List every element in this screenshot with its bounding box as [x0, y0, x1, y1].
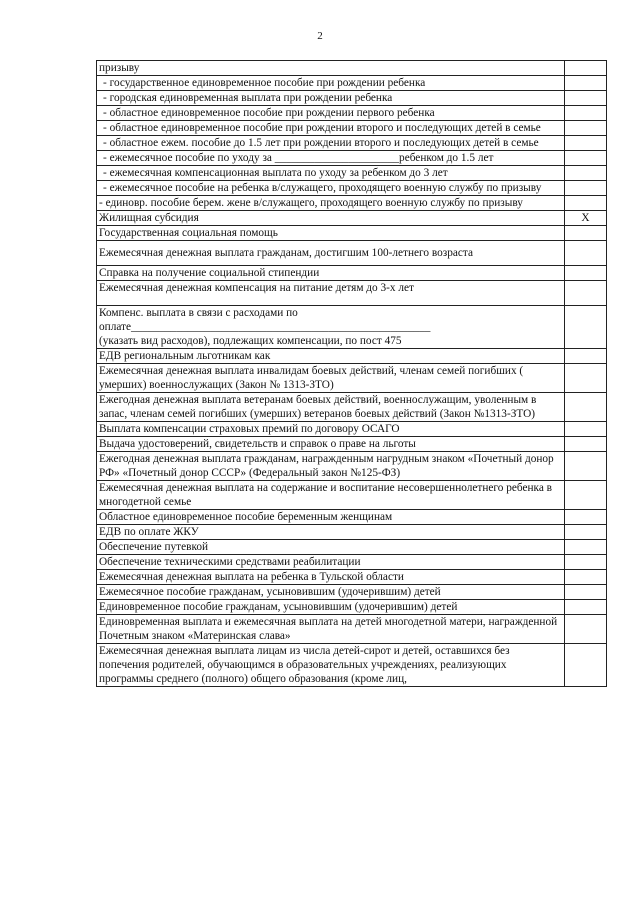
row-label: призыву [97, 61, 565, 76]
row-mark-cell [565, 510, 607, 525]
benefits-table [96, 60, 607, 687]
row-mark-cell [565, 196, 607, 211]
row-label: - городская единовременная выплата при рождении ребенка [97, 91, 565, 106]
table-row [97, 555, 607, 570]
table-row [97, 393, 607, 422]
table-row [97, 510, 607, 525]
row-mark-cell [565, 452, 607, 481]
row-mark-cell [565, 570, 607, 585]
row-mark-cell [565, 393, 607, 422]
row-label: Ежемесячная денежная выплата инвалидам боевых действий, членам семей погибших ( умерших) военнослужащих (Закон № 1313-ЗТО) [97, 364, 565, 393]
table-row [97, 349, 607, 364]
row-mark-cell [565, 106, 607, 121]
table-row [97, 121, 607, 136]
table-row [97, 196, 607, 211]
row-mark-cell [565, 151, 607, 166]
row-label: - ежемесячное пособие по уходу за ______________________ребенком до 1.5 лет [97, 151, 565, 166]
row-mark-cell [565, 585, 607, 600]
row-mark-cell [565, 136, 607, 151]
table-row [97, 136, 607, 151]
table-row [97, 91, 607, 106]
row-mark-cell [565, 166, 607, 181]
row-label: Единовременное пособие гражданам, усыновившим (удочерившим) детей [97, 600, 565, 615]
row-label: - ежемесячная компенсационная выплата по уходу за ребенком до 3 лет [97, 166, 565, 181]
row-label: - областное ежем. пособие до 1.5 лет при рождении второго и последующих детей в семье [97, 136, 565, 151]
table-row [97, 266, 607, 281]
row-mark-cell [565, 364, 607, 393]
row-mark-cell [565, 181, 607, 196]
table-row [97, 570, 607, 585]
row-mark-cell [565, 91, 607, 106]
row-label: Единовременная выплата и ежемесячная выплата на детей многодетной матери, награжденной Почетным знаком «Материнская слава» [97, 615, 565, 644]
table-row [97, 585, 607, 600]
table-row [97, 241, 607, 266]
row-label: Ежегодная денежная выплата ветеранам боевых действий, военнослужащим, уволенным в запас, членам семей погибших (умерших) ветеранов боевых действий (Закон №1313-ЗТО) [97, 393, 565, 422]
table-row [97, 452, 607, 481]
row-mark-cell [565, 481, 607, 510]
table-row [97, 166, 607, 181]
row-mark-cell [565, 121, 607, 136]
table-row [97, 181, 607, 196]
row-label: Выплата компенсации страховых премий по договору ОСАГО [97, 422, 565, 437]
row-label: Ежемесячная денежная компенсация на питание детям до 3-х лет [97, 281, 565, 306]
table-row [97, 600, 607, 615]
page-number: 2 [317, 30, 323, 42]
table-row [97, 281, 607, 306]
row-label: Ежемесячная денежная выплата на содержание и воспитание несовершеннолетнего ребенка в многодетной семье [97, 481, 565, 510]
table-row [97, 76, 607, 91]
row-label-line: оплате_____________________________________________________ [99, 321, 431, 333]
row-label: Обеспечение техническими средствами реабилитации [97, 555, 565, 570]
table-row [97, 481, 607, 510]
table-row [97, 211, 607, 226]
row-mark-cell [565, 306, 607, 349]
row-label: Обеспечение путевкой [97, 540, 565, 555]
row-label: ЕДВ по оплате ЖКУ [97, 525, 565, 540]
table-row [97, 525, 607, 540]
row-label: Государственная социальная помощь [97, 226, 565, 241]
row-label: - областное единовременное пособие при рождении первого ребенка [97, 106, 565, 121]
row-label: - единовр. пособие берем. жене в/служащего, проходящего военную службу по призыву [97, 196, 565, 211]
row-label: Выдача удостоверений, свидетельств и справок о праве на льготы [97, 437, 565, 452]
table-row [97, 437, 607, 452]
row-mark-cell [565, 61, 607, 76]
row-label: Ежемесячная денежная выплата на ребенка в Тульской области [97, 570, 565, 585]
row-label: Жилищная субсидия [97, 211, 565, 226]
row-mark-cell [565, 555, 607, 570]
row-mark-cell [565, 422, 607, 437]
row-mark-cell [565, 266, 607, 281]
row-label-line: (указать вид расходов), подлежащих компенсации, по пост 475 [99, 335, 402, 347]
row-label: Ежемесячная денежная выплата гражданам, достигшим 100-летнего возраста [97, 241, 565, 266]
table-row [97, 615, 607, 644]
row-label: ЕДВ региональным льготникам как [97, 349, 565, 364]
table-row [97, 151, 607, 166]
row-label: Ежемесячное пособие гражданам, усыновившим (удочерившим) детей [97, 585, 565, 600]
compensation-expenses-cell [97, 306, 565, 349]
row-label: - областное единовременное пособие при рождении второго и последующих детей в семье [97, 121, 565, 136]
row-mark-cell [565, 644, 607, 687]
table-row [97, 422, 607, 437]
row-label: - ежемесячное пособие на ребенка в/служащего, проходящего военную службу по призыву [97, 181, 565, 196]
row-mark-cell [565, 600, 607, 615]
row-mark-cell [565, 281, 607, 306]
row-label: Областное единовременное пособие беременным женщинам [97, 510, 565, 525]
row-label: - государственное единовременное пособие при рождении ребенка [97, 76, 565, 91]
row-mark-cell [565, 615, 607, 644]
table-row [97, 540, 607, 555]
row-mark-cell [565, 525, 607, 540]
row-mark-cell [565, 241, 607, 266]
row-mark-cell [565, 349, 607, 364]
table-row [97, 106, 607, 121]
row-mark-cell [565, 76, 607, 91]
table-row [97, 61, 607, 76]
table-row [97, 226, 607, 241]
row-label-line: Компенс. выплата в связи с расходами по [99, 307, 298, 319]
housing-subsidy-mark: X [565, 211, 607, 226]
row-mark-cell [565, 437, 607, 452]
table-row [97, 364, 607, 393]
row-label: Ежегодная денежная выплата гражданам, награжденным нагрудным знаком «Почетный донор РФ» «Почетный донор СССР» (Федеральный закон №125-ФЗ) [97, 452, 565, 481]
row-label: Справка на получение социальной стипендии [97, 266, 565, 281]
row-mark-cell [565, 226, 607, 241]
row-mark-cell [565, 540, 607, 555]
row-label: Ежемесячная денежная выплата лицам из числа детей-сирот и детей, оставшихся без попечения родителей, обучающимся в образовательных учреждениях, реализующих программы среднего (полного) общего образования (кроме лиц, [97, 644, 565, 687]
table-row [97, 644, 607, 687]
table-row [97, 306, 607, 349]
